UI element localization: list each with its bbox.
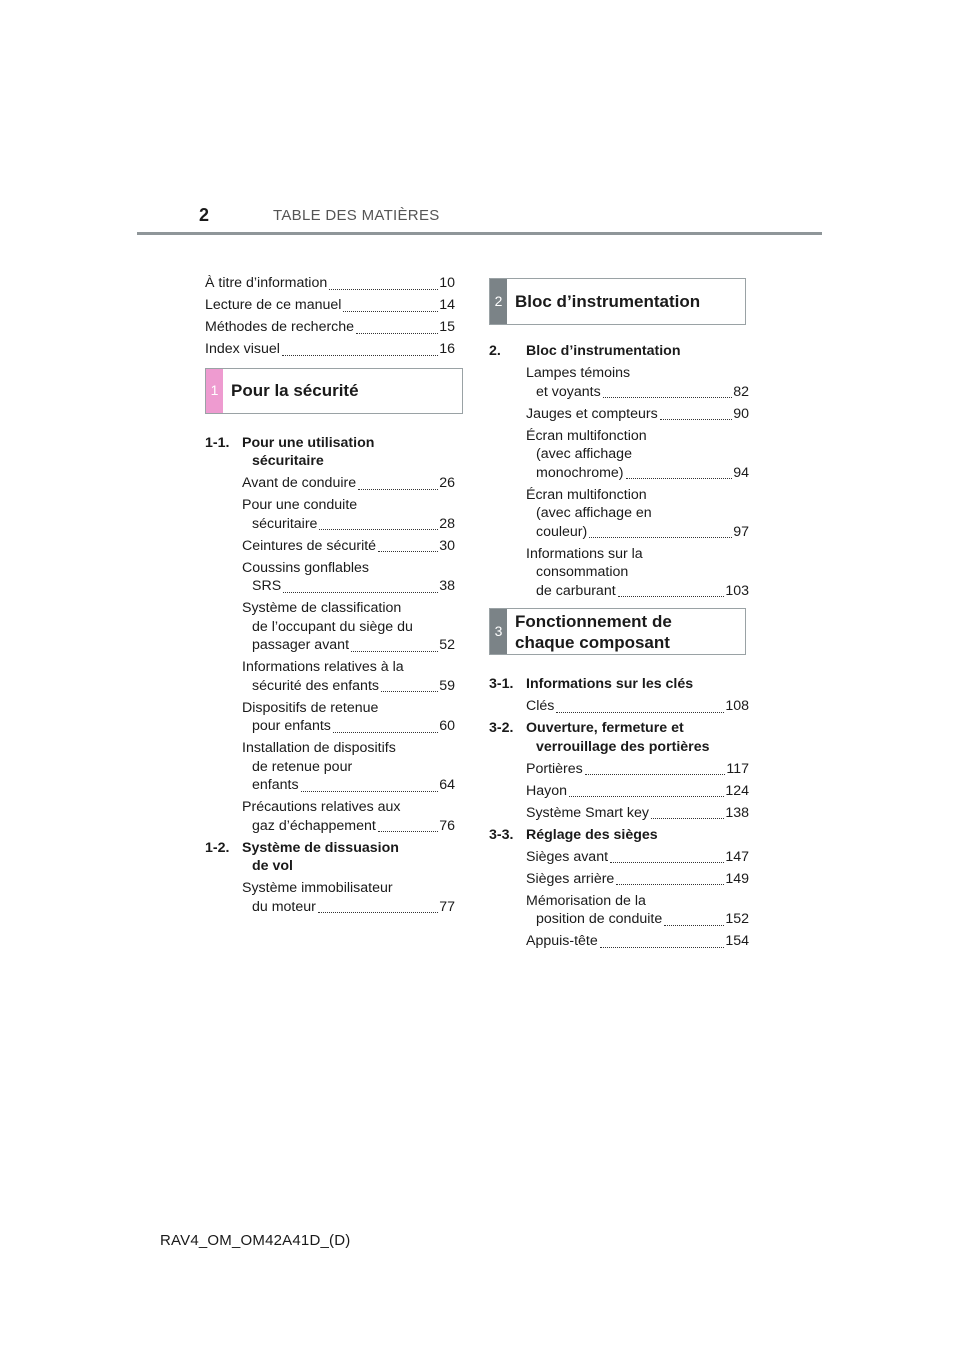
toc-entry[interactable]: Mémorisation de la position de conduite 152 [526,892,749,927]
chapter-title: Fonctionnement de chaque composant [515,611,672,652]
page-number: 2 [199,205,210,225]
toc-entry[interactable]: Informations sur la consommation de carburant 103 [526,545,749,599]
header-divider [137,232,822,235]
section-heading[interactable]: 1-2. Système de dissuasion de vol [205,839,399,874]
chapter-tab: 1 [206,369,223,413]
toc-entry[interactable]: Système de classification de l’occupant du siège du passager avant 52 [242,600,455,653]
toc-entry[interactable]: Méthodes de recherche 15 [205,319,455,335]
chapter-heading-2[interactable] [489,278,746,325]
toc-entry[interactable]: Index visuel 16 [205,341,455,357]
toc-entry[interactable]: Écran multifonction (avec affichage en couleur) 97 [526,486,749,540]
chapter-title: Pour la sécurité [231,381,359,400]
toc-entry[interactable]: Appuis-tête 154 [526,933,749,949]
page-header-title: TABLE DES MATIÈRES [273,207,440,224]
toc-entry[interactable]: Lampes témoins et voyants 82 [526,365,749,400]
section-heading[interactable]: 2. Bloc d’instrumentation [489,343,681,359]
toc-entry[interactable]: Informations relatives à la sécurité des enfants 59 [242,659,455,694]
toc-entry[interactable]: Système Smart key 138 [526,804,749,821]
toc-entry[interactable]: Sièges arrière 149 [526,870,749,887]
toc-entry[interactable]: Pour une conduite sécuritaire 28 [242,497,455,532]
toc-entry[interactable]: Coussins gonflables SRS 38 [242,559,455,594]
toc-entry[interactable]: Précautions relatives aux gaz d’échappement 76 [242,799,455,834]
toc-entry[interactable]: À titre d’information 10 [205,275,455,291]
section-heading[interactable]: 1-1. Pour une utilisation sécuritaire [205,434,375,469]
toc-entry[interactable]: Jauges et compteurs 90 [526,405,749,422]
document-code: RAV4_OM_OM42A41D_(D) [160,1232,351,1249]
toc-entry[interactable]: Dispositifs de retenue pour enfants 60 [242,699,455,734]
chapter-tab: 3 [490,609,507,654]
section-heading[interactable]: 3-1. Informations sur les clés [489,676,694,692]
section-heading[interactable]: 3-3. Réglage des sièges [489,826,658,843]
toc-entry[interactable]: Sièges avant 147 [526,848,749,865]
toc-entry[interactable]: Installation de dispositifs de retenue pour enfants 64 [242,740,455,793]
toc-entry[interactable]: Avant de conduire 26 [242,475,455,491]
chapter-heading-1[interactable] [205,368,463,414]
toc-entry[interactable]: Écran multifonction (avec affichage monochrome) 94 [526,427,749,481]
toc-entry[interactable]: Ceintures de sécurité 30 [242,537,455,554]
chapter-title: Bloc d’instrumentation [515,292,701,311]
toc-left-column [205,274,455,920]
toc-entry[interactable]: Lecture de ce manuel 14 [205,297,455,313]
toc-right-column [489,278,749,954]
section-heading[interactable]: 3-2. Ouverture, fermeture et verrouillage des portières [489,720,710,755]
toc-entry[interactable]: Portières 117 [526,760,749,777]
chapter-tab: 2 [490,279,507,324]
toc-entry[interactable]: Clés 108 [526,698,749,714]
toc-entry[interactable]: Hayon 124 [526,782,749,799]
chapter-heading-3[interactable] [489,608,746,655]
toc-entry[interactable]: Système immobilisateur du moteur 77 [242,880,455,915]
